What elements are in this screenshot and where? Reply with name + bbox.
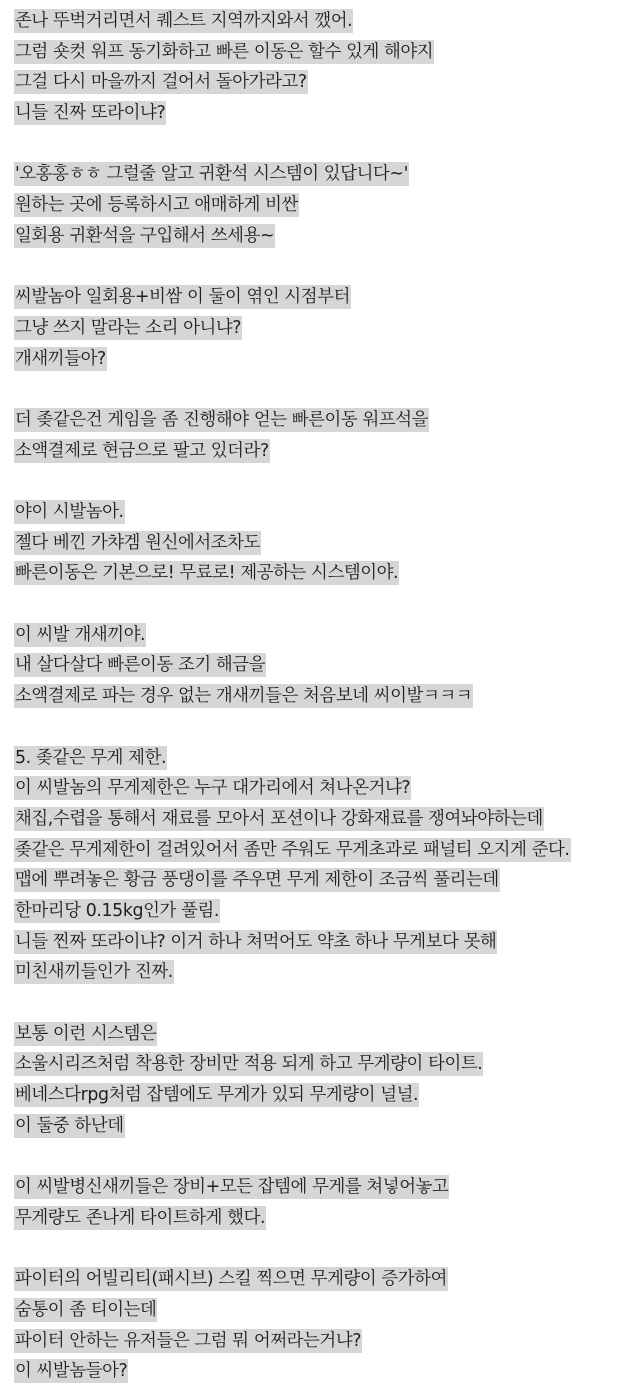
highlighted-text: 파이터 안하는 유저들은 그럼 뭐 어쩌라는거냐?: [15, 1330, 362, 1351]
highlighted-text: 더 좆같은건 게임을 좀 진행해야 얻는 빠른이동 워프석을: [15, 409, 429, 430]
text-line: [14, 1356, 640, 1387]
highlighted-text: 이 씨발병신새끼들은 장비+모든 잡템에 무게를 쳐넣어놓고: [15, 1177, 449, 1198]
highlighted-text: 원하는 곳에 등록하시고 애매하게 비싼: [15, 195, 298, 216]
text-line: [14, 681, 640, 712]
highlighted-text: 숨통이 좀 티이는데: [15, 1299, 157, 1320]
highlighted-text: 니들 찐짜 또라이냐? 이거 하나 쳐먹어도 약초 하나 무게보다 못해: [15, 931, 497, 952]
paragraph: [14, 497, 640, 589]
highlighted-text: 내 살다살다 빠른이동 조기 해금을: [15, 655, 266, 676]
highlighted-text: 니들 진짜 또라이냐?: [15, 103, 166, 124]
highlighted-text: 한마리당 0.15kg인가 풀림.: [15, 900, 220, 921]
highlighted-text: 보통 이런 시스템은: [15, 1023, 157, 1044]
text-line: [14, 1080, 640, 1111]
highlighted-text: 파이터의 어빌리티(패시브) 스킬 찍으면 무게량이 증가하여: [15, 1269, 447, 1290]
text-line: [14, 159, 640, 190]
paragraph: [14, 1264, 640, 1387]
text-line: [14, 865, 640, 896]
highlighted-text: 채집,수렵을 통해서 재료를 모아서 포션이나 강화재료를 쟁여놔야하는데: [15, 808, 543, 829]
highlighted-text: 존나 뚜벅거리면서 퀘스트 지역까지와서 깼어.: [15, 11, 353, 31]
text-line: [14, 743, 640, 774]
highlighted-text: 그럼 숏컷 워프 동기화하고 빠른 이동은 할수 있게 해야지: [15, 41, 434, 62]
highlighted-text: 씨발놈아 일회용+비쌈 이 둘이 엮인 시점부터: [15, 287, 351, 308]
highlighted-text: 이 씨발놈의 무게제한은 누구 대가리에서 쳐나온거냐?: [15, 778, 411, 799]
text-line: [14, 190, 640, 221]
highlighted-text: 좆같은 무게제한이 걸려있어서 좀만 주워도 무게초과로 패널티 오지게 준다.: [15, 839, 570, 860]
highlighted-text: 그냥 쓰지 말라는 소리 아니냐?: [15, 317, 242, 338]
highlighted-text: 이 둘중 하난데: [15, 1115, 124, 1136]
text-line: [14, 1295, 640, 1326]
text-line: [14, 1111, 640, 1142]
text-line: [14, 804, 640, 835]
highlighted-text: 빠른이동은 기본으로! 무료로! 제공하는 시스템이야.: [15, 563, 399, 584]
paragraph: [14, 6, 640, 129]
text-line: [14, 620, 640, 651]
highlighted-text: 소울시리즈처럼 착용한 장비만 적용 되게 하고 무게량이 타이트.: [15, 1054, 483, 1075]
text-line: [14, 67, 640, 98]
text-line: [14, 98, 640, 129]
text-line: [14, 1049, 640, 1080]
text-line: [14, 6, 640, 37]
text-line: [14, 344, 640, 375]
text-line: [14, 221, 640, 252]
highlighted-text: 무게량도 존나게 타이트하게 했다.: [15, 1207, 266, 1228]
highlighted-text: 소액결제로 현금으로 팔고 있더라?: [15, 440, 269, 461]
text-line: [14, 558, 640, 589]
text-line: [14, 497, 640, 528]
paragraph: [14, 743, 640, 989]
text-line: [14, 835, 640, 866]
highlighted-text: 그걸 다시 마을까지 걸어서 돌아가라고?: [15, 72, 307, 93]
text-line: [14, 37, 640, 68]
text-line: [14, 1203, 640, 1234]
highlighted-text: '오홍홍ㅎㅎ 그럴줄 알고 귀환석 시스템이 있답니다~': [15, 164, 408, 185]
paragraph: [14, 1172, 640, 1233]
text-line: [14, 1019, 640, 1050]
highlighted-text: 맵에 뿌려놓은 황금 풍댕이를 주우면 무게 제한이 조금씩 풀리는데: [15, 870, 499, 891]
text-line: [14, 650, 640, 681]
highlighted-text: 일회용 귀환석을 구입해서 쓰세용~: [15, 225, 275, 246]
text-line: [14, 1326, 640, 1357]
text-line: [14, 313, 640, 344]
paragraph: [14, 405, 640, 466]
paragraph: [14, 620, 640, 712]
paragraph: [14, 159, 640, 251]
highlighted-text: 젤다 베낀 가챠겜 원신에서조차도: [15, 532, 260, 553]
text-line: [14, 896, 640, 927]
highlighted-text: 야이 시발놈아.: [15, 502, 124, 522]
text-line: [14, 436, 640, 467]
highlighted-text: 이 씨발놈들아?: [15, 1361, 128, 1382]
paragraph: [14, 282, 640, 374]
text-line: [14, 1172, 640, 1203]
highlighted-text: 이 씨발 개새끼야.: [15, 624, 146, 645]
highlighted-text: 소액결제로 파는 경우 없는 개새끼들은 처음보네 씨이발ㅋㅋㅋ: [15, 686, 473, 707]
text-line: [14, 957, 640, 988]
text-line: [14, 773, 640, 804]
text-line: [14, 528, 640, 559]
highlighted-text: 베네스다rpg처럼 잡템에도 무게가 있되 무게량이 널널.: [15, 1085, 419, 1106]
text-line: [14, 927, 640, 958]
paragraph: [14, 1019, 640, 1142]
text-line: [14, 405, 640, 436]
highlighted-text: 5. 좆같은 무게 제한.: [15, 747, 167, 768]
text-line: [14, 282, 640, 313]
highlighted-text: 미친새끼들인가 진짜.: [15, 962, 173, 983]
highlighted-text: 개새끼들아?: [15, 348, 106, 369]
